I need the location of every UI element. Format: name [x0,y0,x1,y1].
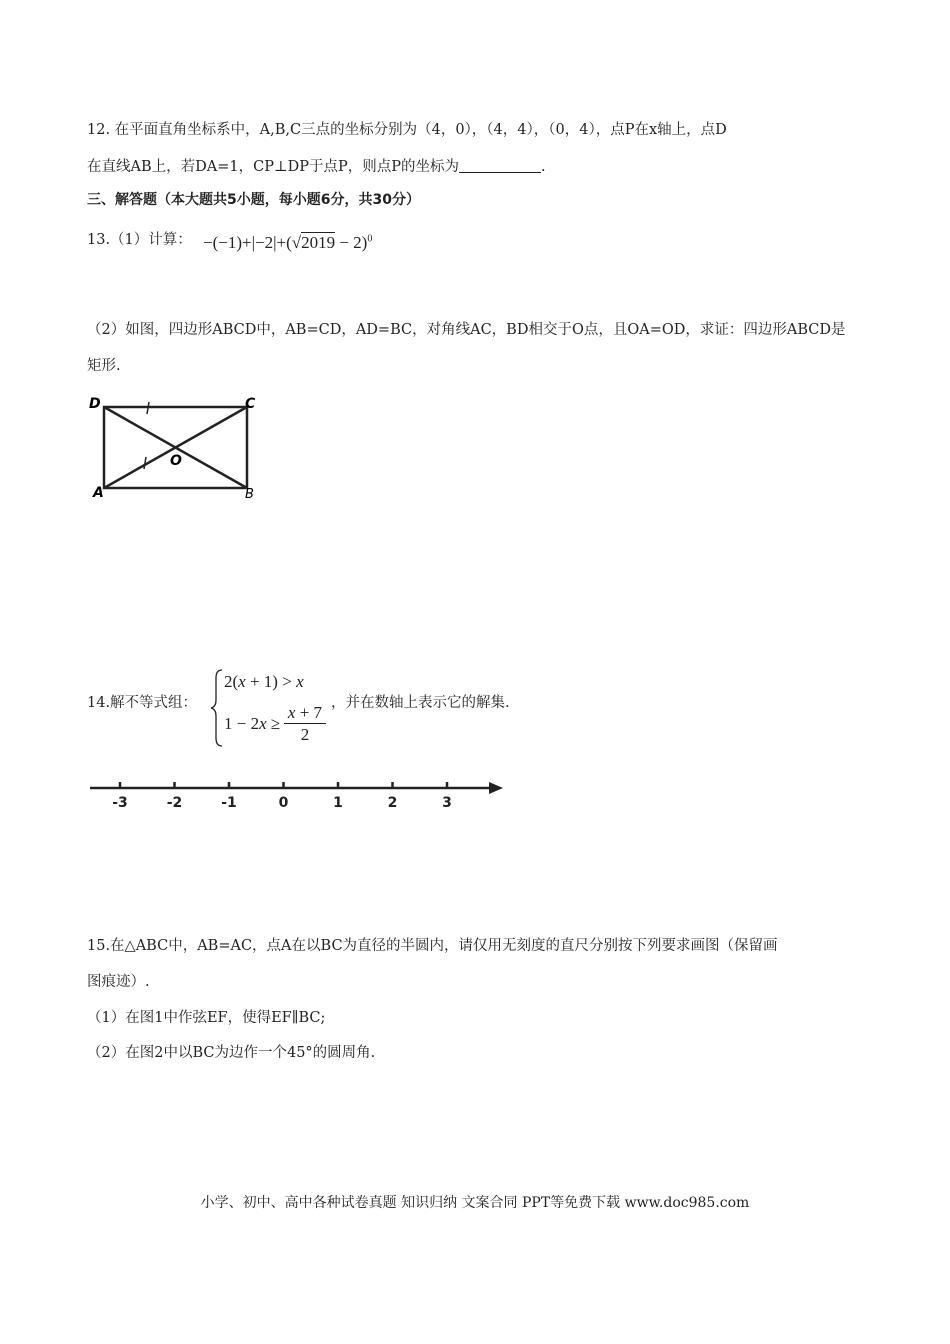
number-line-tick-label: -2 [166,795,183,811]
q12-line2-end: . [540,159,546,175]
page-footer: 小学、初中、高中各种试卷真题 知识归纳 文案合同 PPT等免费下载 www.doc985.com [200,1195,750,1211]
q15-line2: 图痕迹）. [87,974,150,990]
system-brace [210,668,224,748]
number-line-arrow [489,782,503,794]
label-a: A [93,485,104,501]
q12-line2 [87,157,546,177]
number-line-tick-label: 3 [442,795,452,811]
q14-fraction-numerator [284,703,326,724]
section3-heading: 三、解答题（本大题共5小题，每小题6分，共30分） [87,192,420,208]
number-line [85,772,515,817]
label-c: C [245,396,256,412]
q12-answer-blank [459,158,541,173]
q14-inequality-1 [224,672,304,692]
q14-inequality-2 [224,714,280,734]
q13-expr-b: − 2) [335,233,368,252]
q13-part1-label: 13.（1）计算： [87,232,192,248]
q12-line1: 12. 在平面直角坐标系中，A,B,C三点的坐标分别为（4，0），（4，4），（0，4），点P在x轴上，点D [87,122,727,138]
number-line-tick-label: 2 [387,795,398,811]
q14-fraction-denominator: 2 [300,725,310,744]
q14-ineq1-c: x [296,672,304,691]
number-line-tick-label: 0 [278,795,289,811]
q15-line4: （2）在图2中以BC为边作一个45°的圆周角. [87,1045,376,1061]
label-d: D [89,396,101,412]
q14-ineq2-b: ≥ [266,714,281,733]
q14-suffix: ，并在数轴上表示它的解集. [331,695,510,711]
q13-expr-a: −(−1)+|−2|+( [203,233,292,252]
q14-fraction [284,703,326,746]
q14-label: 14.解不等式组： [87,695,198,711]
q14-ineq1-a: 2( [224,672,239,691]
number-line-tick-label: 1 [333,795,343,811]
label-b: B [245,487,254,502]
q14-frac-num-rest: + 7 [295,703,323,722]
number-line-tick-label: -3 [112,795,128,811]
q12-line2-text: 在直线AB上，若DA=1，CP⊥DP于点P，则点P的坐标为 [87,159,459,175]
q13-part2-line1: （2）如图，四边形ABCD中，AB=CD，AD=BC，对角线AC，BD相交于O点，且OA=OD，求证：四边形ABCD是 [87,322,846,338]
q13-sqrt-symbol: √ [291,233,302,252]
tick-mark-od [147,402,149,414]
q13-part2-line2: 矩形. [87,358,121,374]
q14-ineq2-a: 1 − 2 [224,714,260,733]
q13-radicand: 2019 [301,233,336,252]
q14-ineq1-x: x [238,672,246,691]
q15-line1: 15.在△ABC中，AB=AC，点A在以BC为直径的半圆内，请仅用无刻度的直尺分别按下列要求画图（保留画 [87,938,778,954]
label-o: O [170,453,182,469]
number-line-tick-label: -1 [221,795,237,811]
q14-ineq2-x: x [259,714,267,733]
q14-ineq1-b: + 1) > [245,672,297,691]
q13-exponent: 0 [367,233,373,245]
q14-frac-num-x: x [287,703,296,722]
rectangle-figure [85,393,270,508]
tick-mark-oa [144,457,146,469]
q13-expression [203,233,372,253]
q15-line3: （1）在图1中作弦EF，使得EF∥BC; [87,1010,326,1026]
